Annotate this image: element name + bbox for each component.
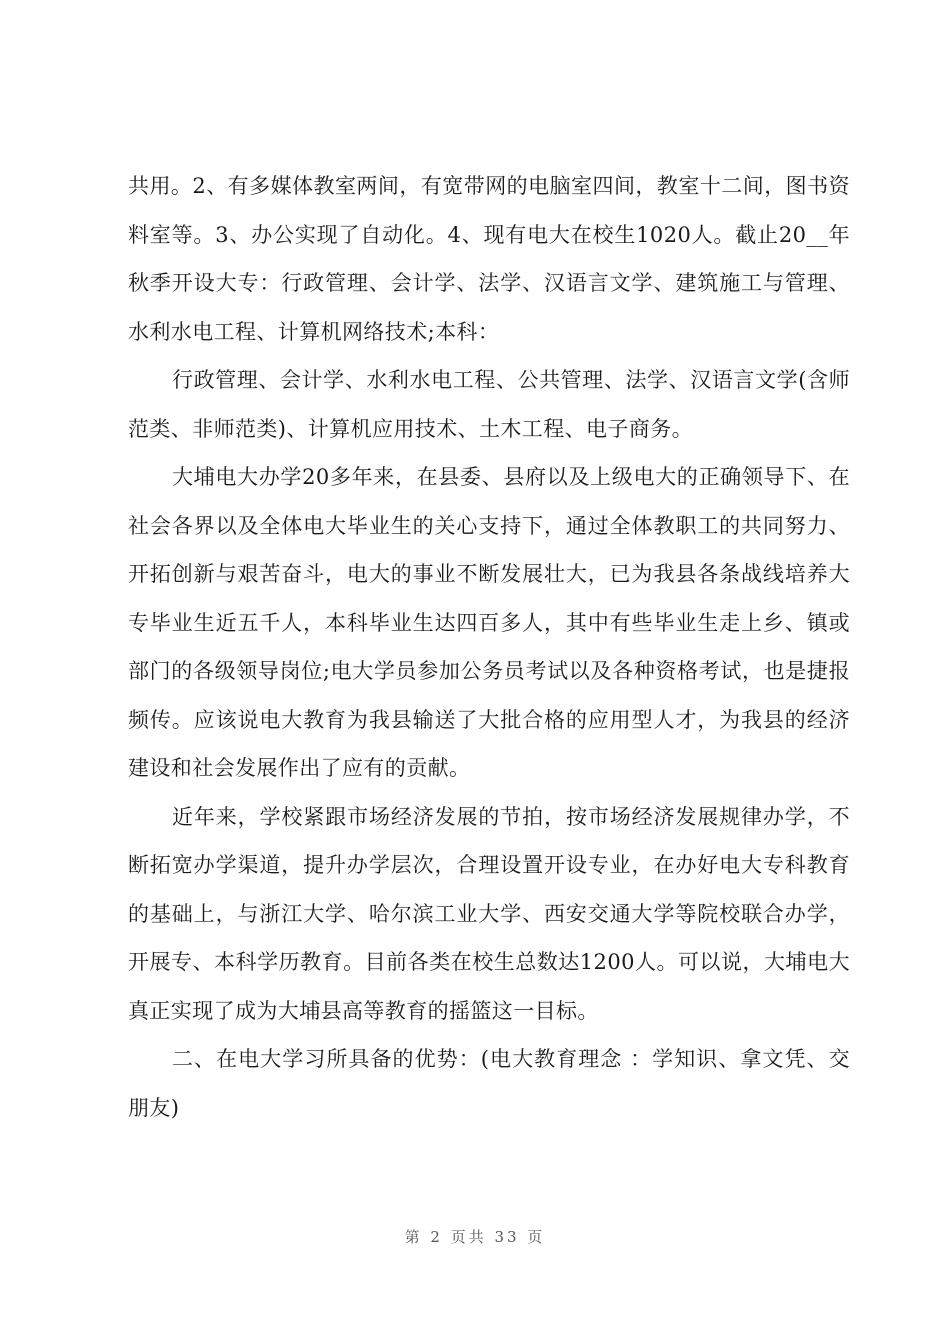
paragraph-2: 行政管理、会计学、水利水电工程、公共管理、法学、汉语言文学(含师范类、非师范类)、计算机应用技术、土木工程、电子商务。 [128,368,850,441]
page-number-footer [0,1226,950,1247]
paragraph-4: 近年来，学校紧跟市场经济发展的节拍，按市场经济发展规律办学，不断拓宽办学渠道，提升办学层次，合理设置开设专业，在办好电大专科教育的基础上，与浙江大学、哈尔滨工业大学、西安交通大学等院校联合办学，开展专、本科学历教育。目前各类在校生总数达1200人。可以说，大埔电大真正实现了成为大埔县高等教育的摇篮这一目标。 [128,804,850,1023]
paragraph-5: 二、在电大学习所具备的优势：(电大教育理念 ：学知识、拿文凭、交朋友) [128,1047,850,1120]
page-number-text: 第 2 页共 33 页 [404,1228,546,1246]
paragraph-1: 共用。2、有多媒体教室两间，有宽带网的电脑室四间，教室十二间，图书资料室等。3、办公实现了自动化。4、现有电大在校生1020人。截止20__年秋季开设大专：行政管理、会计学、法学、汉语言文学、建筑施工与管理、水利水电工程、计算机网络技术;本科： [128,174,850,344]
paragraph-3: 大埔电大办学20多年来，在县委、县府以及上级电大的正确领导下、在社会各界以及全体电大毕业生的关心支持下，通过全体教职工的共同努力、开拓创新与艰苦奋斗，电大的事业不断发展壮大，已为我县各条战线培养大专毕业生近五千人，本科毕业生达四百多人，其中有些毕业生走上乡、镇或部门的各级领导岗位;电大学员参加公务员考试以及各种资格考试，也是捷报频传。应该说电大教育为我县输送了大批合格的应用型人才，为我县的经济建设和社会发展作出了应有的贡献。 [128,465,850,780]
document-body [128,162,850,1132]
